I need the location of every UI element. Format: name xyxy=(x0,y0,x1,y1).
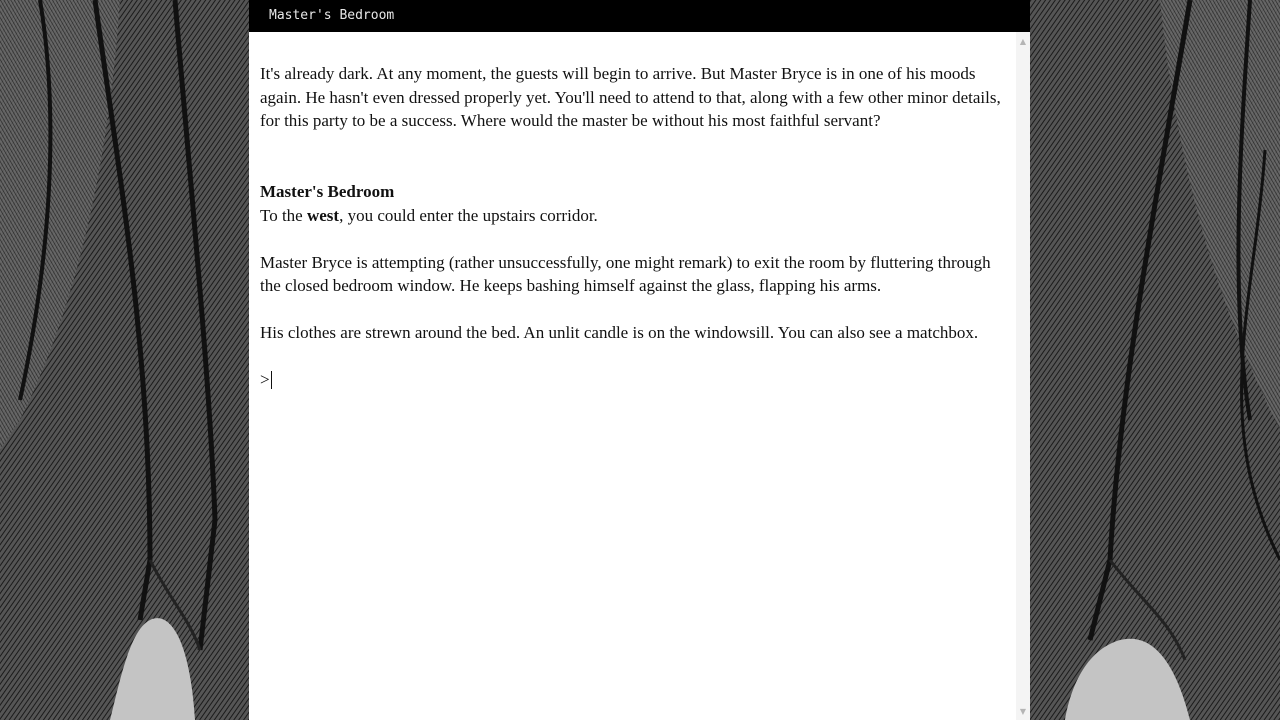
location-name: Master's Bedroom xyxy=(269,8,395,23)
text-cursor xyxy=(271,371,272,389)
command-input[interactable] xyxy=(274,370,974,390)
scroll-down-arrow-icon[interactable]: ▼ xyxy=(1019,707,1027,716)
room-description xyxy=(260,180,1012,227)
scroll-up-arrow-icon[interactable]: ▲ xyxy=(1019,37,1027,46)
exits-prefix: To the xyxy=(260,205,307,225)
paragraph-spacer xyxy=(260,156,1012,180)
scrollbar[interactable] xyxy=(1016,32,1030,720)
npc-paragraph: Master Bryce is attempting (rather unsuccessfully, one might remark) to exit the room by fluttering through the closed bedroom window. He keeps bashing himself against the glass, flapping his arms. xyxy=(260,252,991,295)
command-prompt: > xyxy=(260,370,270,389)
room-title: Master's Bedroom xyxy=(260,182,395,201)
story-text xyxy=(260,62,1012,392)
exit-direction: west xyxy=(306,205,340,225)
intro-paragraph: It's already dark. At any moment, the guests will begin to arrive. But Master Bryce is in one of his moods again. He hasn't even dressed properly yet. You'll need to attend to that, along with a few other minor details, for this party to be a success. Where would the master be without his most faithful servant? xyxy=(260,64,1001,130)
status-bar xyxy=(249,0,1030,32)
exits-suffix: , you could enter the upstairs corridor. xyxy=(339,205,598,225)
command-line[interactable] xyxy=(260,368,1012,392)
game-window xyxy=(249,0,1030,720)
objects-paragraph: His clothes are strewn around the bed. An unlit candle is on the windowsill. You can also see a matchbox. xyxy=(260,323,979,342)
